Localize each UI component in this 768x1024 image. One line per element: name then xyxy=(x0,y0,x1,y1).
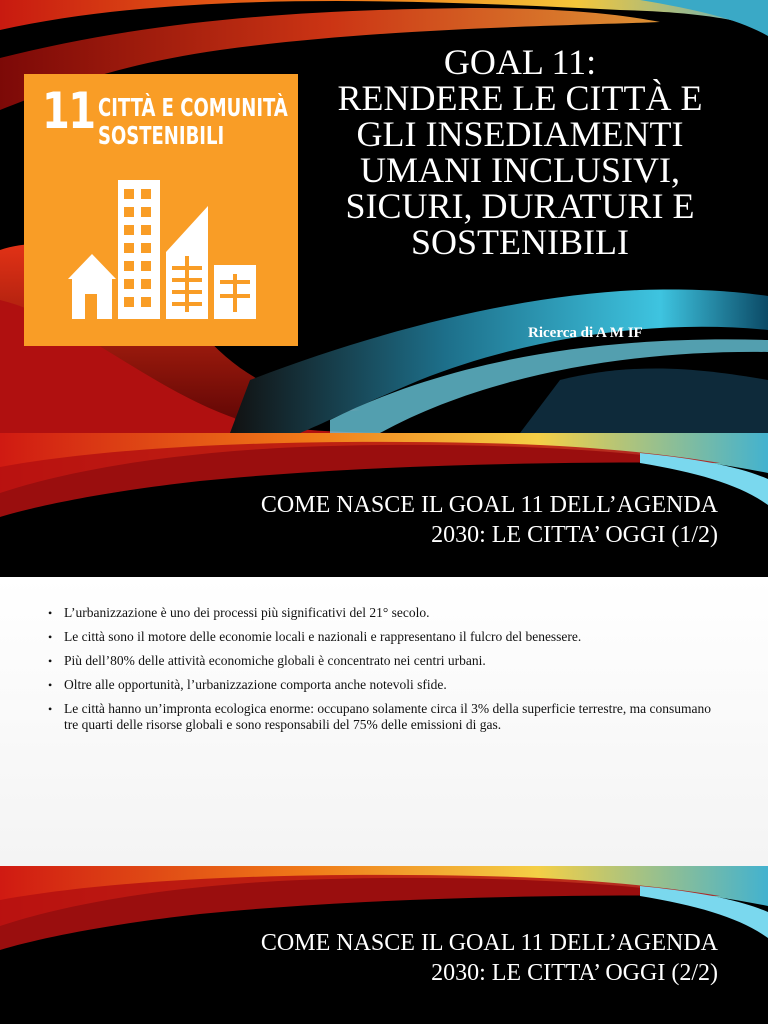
list-item: • Le città hanno un’impronta ecologica enorme: occupano solamente circa il 3% della superficie terrestre, ma consumano tre quarti delle risorse globali e sono responsabili del 75% delle emissioni di gas. xyxy=(48,701,728,733)
sdg-11-tile xyxy=(24,74,298,346)
author-credit: Ricerca di A M IF xyxy=(528,325,643,341)
section-title-slide xyxy=(0,433,768,577)
title-line: UMANI INCLUSIVI, xyxy=(360,150,680,190)
title-line: RENDERE LE CITTÀ E xyxy=(337,78,703,118)
slide-title xyxy=(261,490,718,550)
slide-title xyxy=(310,44,730,260)
title-line: SOSTENIBILI xyxy=(411,222,629,262)
list-item: • Oltre alle opportunità, l’urbanizzazione comporta anche notevoli sfide. xyxy=(48,677,728,693)
title-line: COME NASCE IL GOAL 11 DELL’AGENDA xyxy=(260,930,718,956)
sdg-label-line: CITTÀ E COMUNITÀ xyxy=(98,93,288,122)
sdg-label-line: SOSTENIBILI xyxy=(98,121,225,150)
title-line: 2030: LE CITTA’ OGGI (1/2) xyxy=(431,522,718,548)
title-line: GLI INSEDIAMENTI xyxy=(356,114,684,154)
slide-title xyxy=(261,928,718,988)
sdg-number: 11 xyxy=(42,82,95,140)
city-buildings-icon xyxy=(24,74,298,346)
title-line: GOAL 11: xyxy=(443,42,597,82)
bullet-list xyxy=(48,605,728,741)
title-line: SICURI, DURATURI E xyxy=(345,186,695,226)
title-line: COME NASCE IL GOAL 11 DELL’AGENDA xyxy=(260,492,718,518)
section-title-slide xyxy=(0,866,768,1024)
title-slide xyxy=(0,0,768,433)
list-item: • L’urbanizzazione è uno dei processi più significativi del 21° secolo. xyxy=(48,605,728,621)
list-item: • Più dell’80% delle attività economiche globali è concentrato nei centri urbani. xyxy=(48,653,728,669)
title-line: 2030: LE CITTA’ OGGI (2/2) xyxy=(431,960,718,986)
list-item: • Le città sono il motore delle economie locali e nazionali e rappresentano il fulcro del benessere. xyxy=(48,629,728,645)
content-slide xyxy=(0,577,768,866)
